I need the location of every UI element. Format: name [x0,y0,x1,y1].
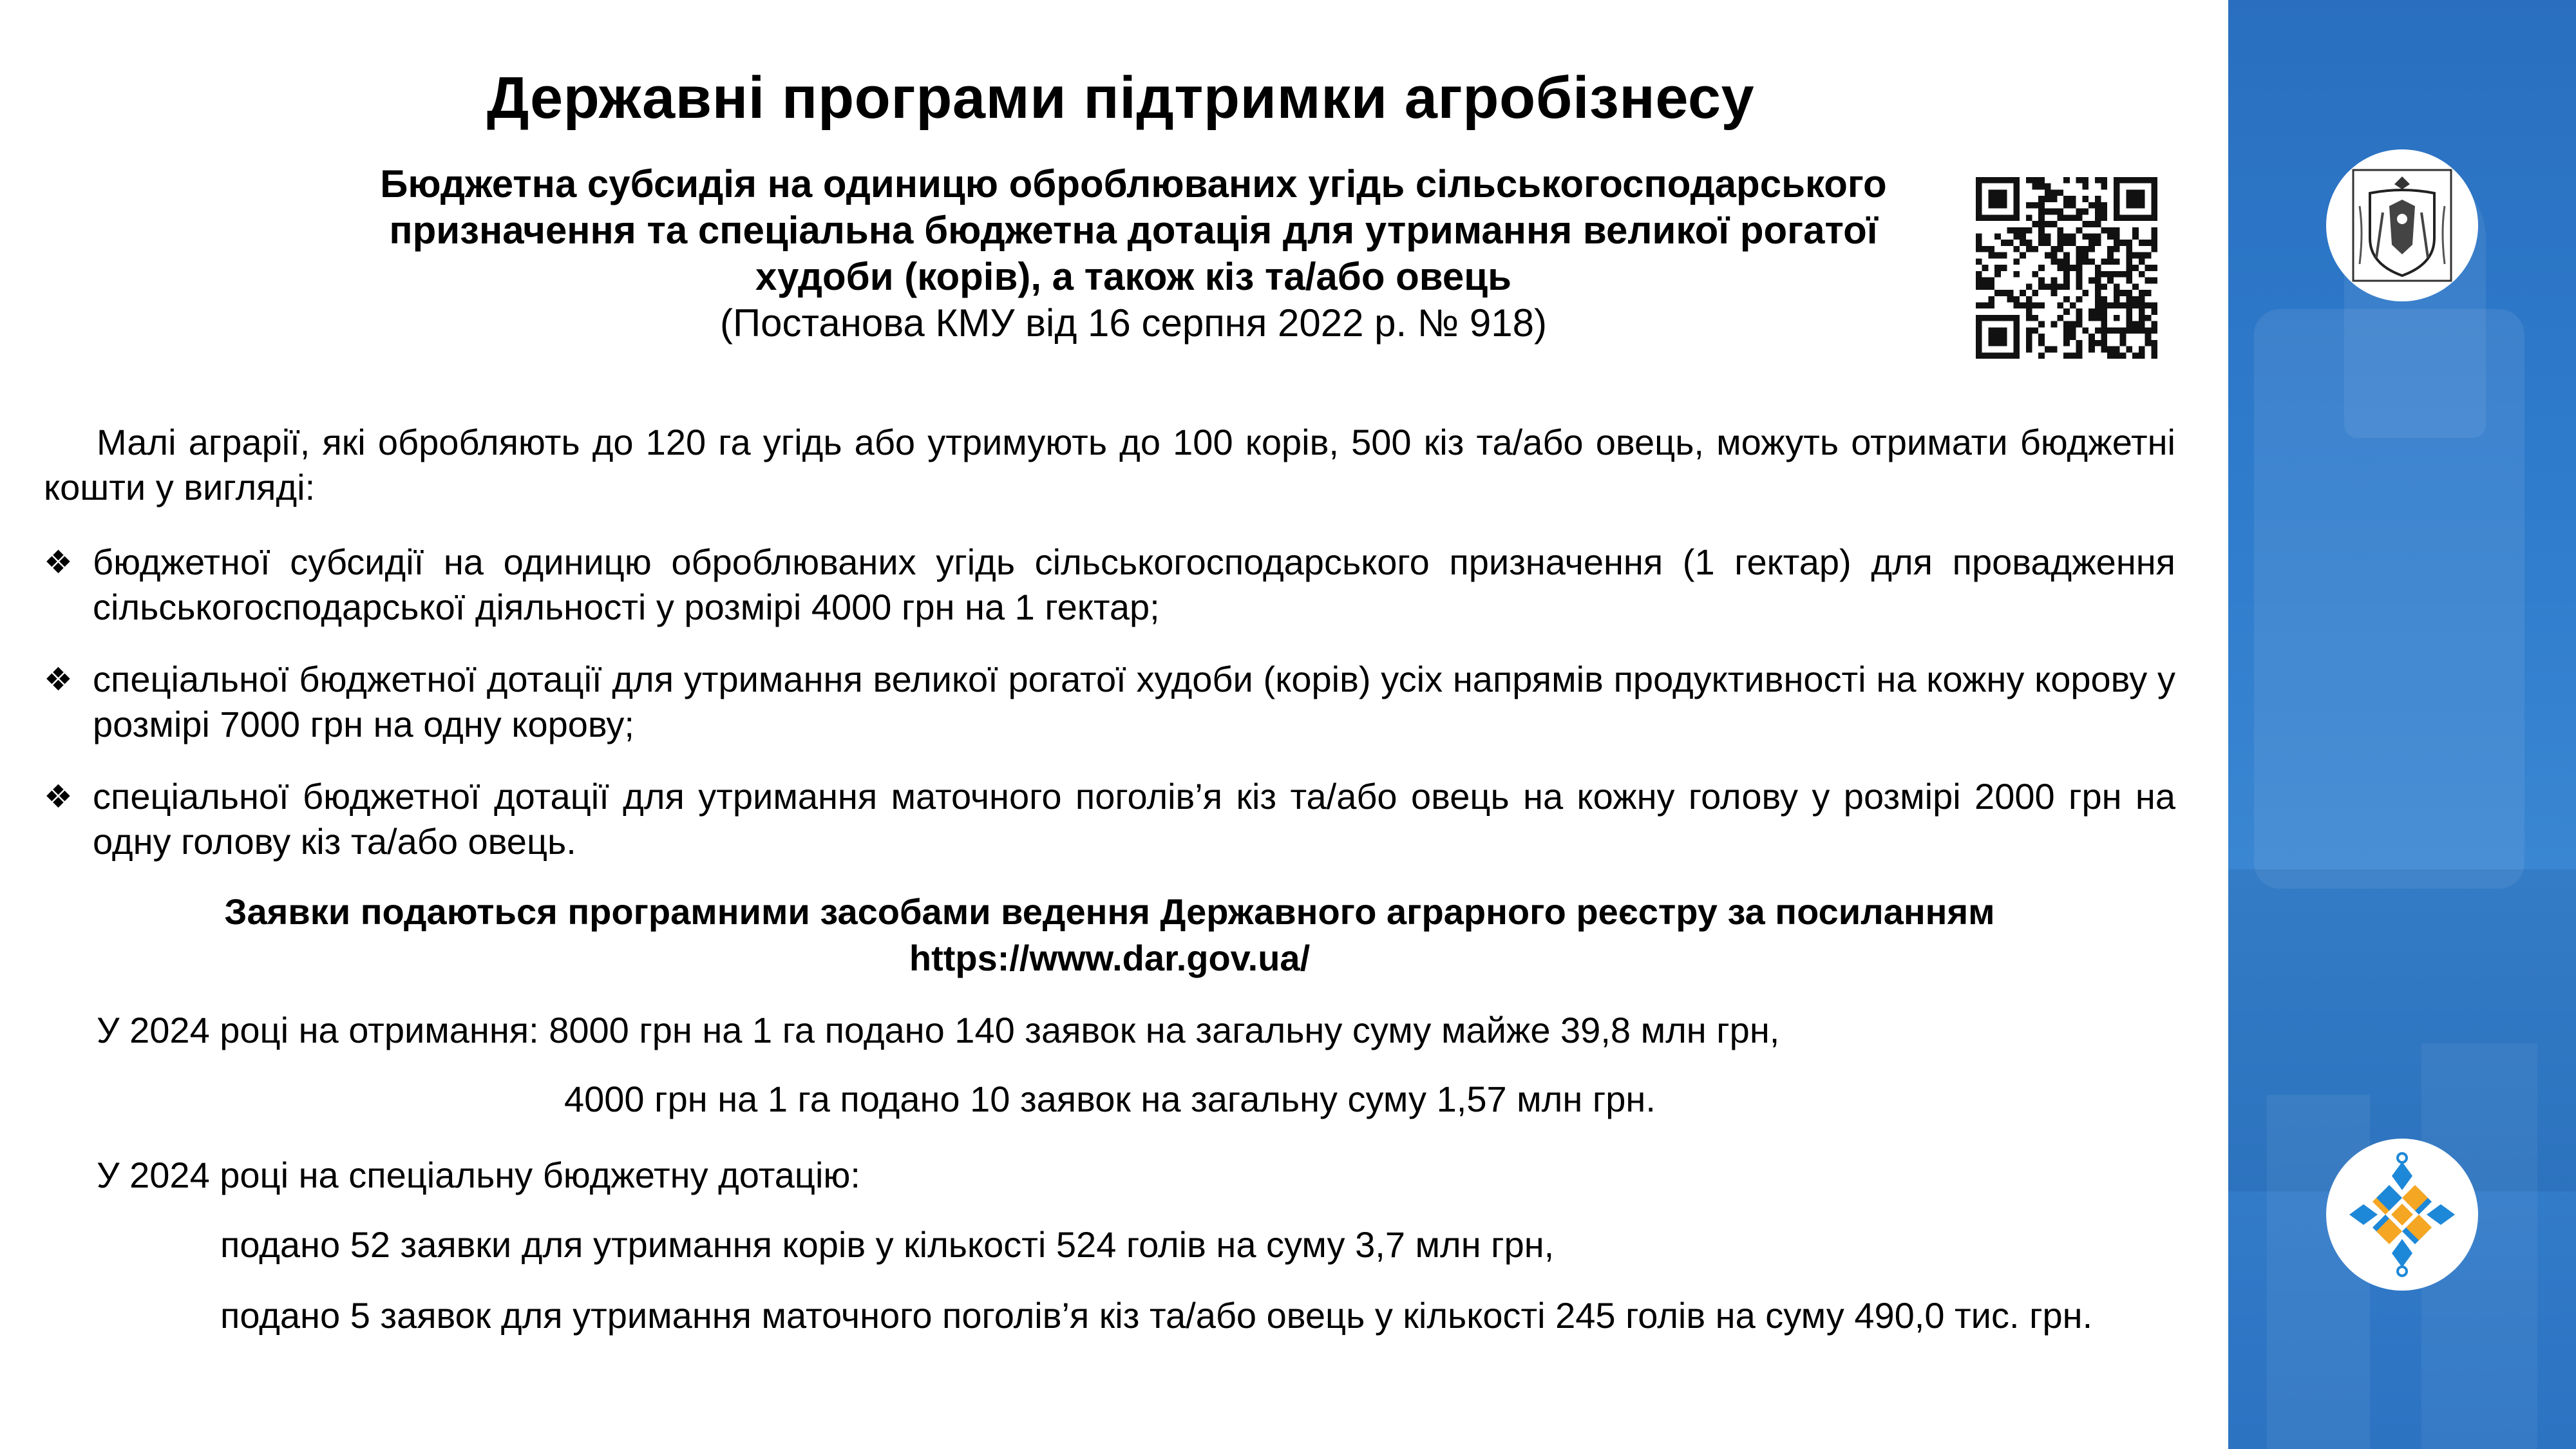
stats-line-5: подано 5 заявок для утримання маточного поголів’я кіз та/або овець у кількості 245 голів на суму 490,0 тис. грн. [220,1295,2093,1336]
stats-line-1: У 2024 році на отримання: 8000 грн на 1 га подано 140 заявок на загальну суму майже 39,8 млн грн, [97,1010,1780,1050]
stats-line-4: подано 52 заявки для утримання корів у кількості 524 голів на суму 3,7 млн грн, [220,1224,1555,1265]
diamond-bullet-icon: ❖ [44,544,73,580]
application-notice [44,889,2175,981]
list-item-text: бюджетної субсидії на одиницю оброблюваних угідь сільськогосподарського призначення (1 гектар) для провадження сільськогосподарської діяльності у розмірі 4000 грн на 1 гектар; [93,542,2175,627]
subtitle-line-2: призначення та спеціальна бюджетна дотація для утримання великої рогатої [389,209,1878,252]
stats-line-3: У 2024 році на спеціальну бюджетну дотацію: [97,1155,860,1195]
page-title: Державні програми підтримки агробізнесу [486,65,1755,131]
intro-paragraph: Малі аграрії, які обробляють до 120 га угідь або утримують до 100 корів, 500 кіз та/або овець, можуть отримати бюджетні кошти у вигляді: [44,422,2175,507]
list-item-text: спеціальної бюджетної дотації для утримання маточного поголів’я кіз та/або овець на кожну голову у розмірі 2000 грн на одну голову кіз та/або овець. [93,776,2175,862]
stats-line-2: 4000 грн на 1 га подано 10 заявок на загальну суму 1,57 млн грн. [564,1079,1656,1119]
dar-link[interactable]: https://www.dar.gov.ua/ [909,938,1311,978]
diamond-bullet-icon: ❖ [44,779,73,815]
qr-code-icon[interactable] [1976,177,2157,359]
application-notice-text: Заявки подаються програмними засобами ведення Державного аграрного реєстру за посиланням [224,891,1995,932]
diamond-bullet-icon: ❖ [44,661,73,697]
list-item-text: спеціальної бюджетної дотації для утримання великої рогатої худоби (корів) усіх напрямів продуктивності на кожну корову у розмірі 7000 грн на одну корову; [93,659,2175,744]
coat-of-arms-icon [2326,149,2478,301]
subtitle [180,161,2087,346]
ornament-logo-icon [2326,1139,2478,1291]
decree-reference: (Постанова КМУ від 16 серпня 2022 р. № 918) [720,301,1547,345]
subtitle-line-3: худоби (корів), а також кіз та/або овець [755,255,1512,298]
subtitle-line-1: Бюджетна субсидія на одиницю оброблюваних угідь сільськогосподарського [380,162,1887,205]
